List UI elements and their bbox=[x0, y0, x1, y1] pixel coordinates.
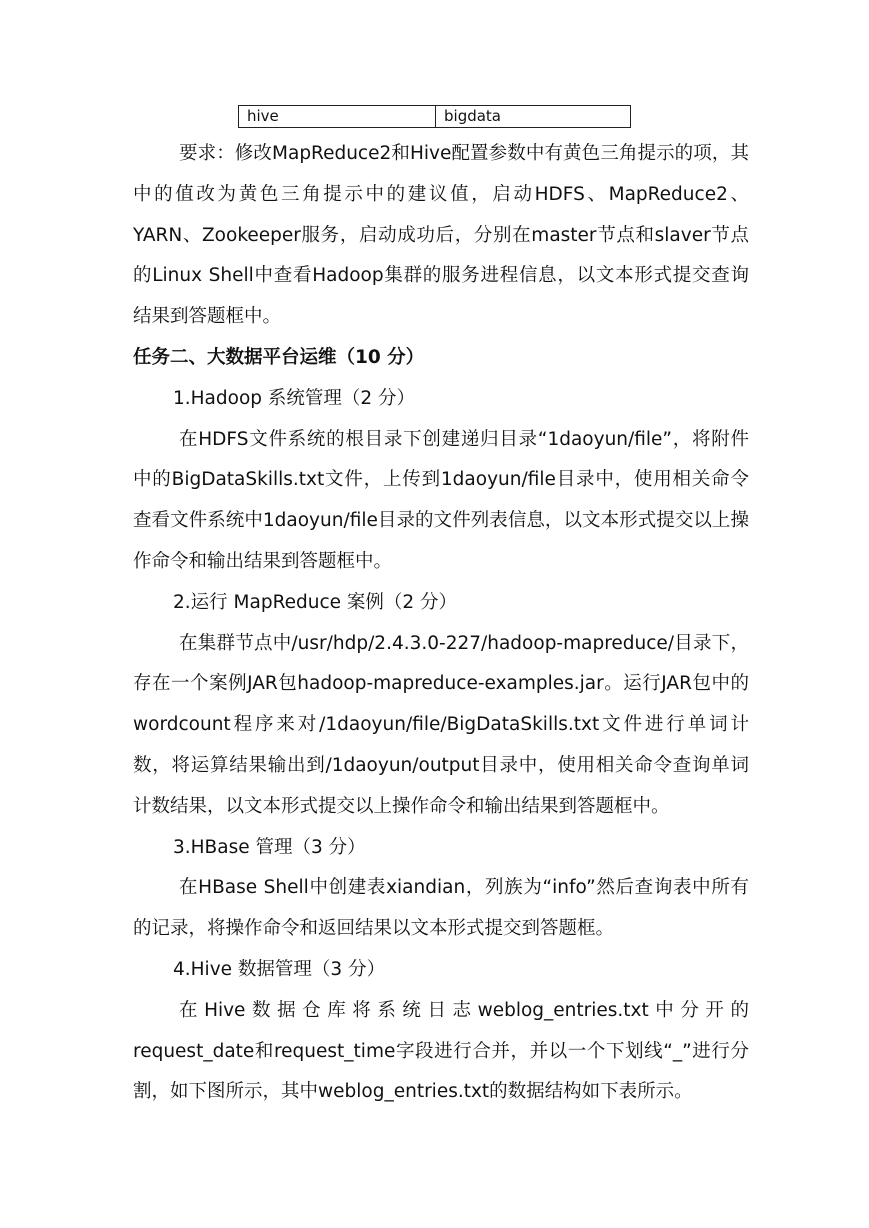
section-body: 在HDFS文件系统的根目录下创建递归目录“1daoyun/file”，将附件中的BigDataSkills.txt文件，上传到1daoyun/file目录中，使用相关命令查看文件系统中1daoyun/file目录的文件列表信息，以文本形式提交以上操作命令和输出结果到答题框中。 bbox=[133, 428, 749, 572]
body-text bbox=[133, 134, 749, 1113]
section-body: 在HBase Shell中创建表xiandian，列族为“info”然后查询表中所有的记录，将操作命令和返回结果以文本形式提交到答题框。 bbox=[133, 877, 749, 940]
section-heading: 3.HBase 管理（3 分） bbox=[173, 836, 366, 858]
table-cell: bigdata bbox=[436, 106, 631, 128]
section-heading: 1.Hadoop 系统管理（2 分） bbox=[173, 387, 416, 409]
section-body: 在集群节点中/usr/hdp/2.4.3.0-227/hadoop-mapreduce/目录下，存在一个案例JAR包hadoop-mapreduce-examples.jar。运行JAR包中的wordcount程序来对/1daoyun/file/BigDataSkills.txt文件进行单词计数，将运算结果输出到/1daoyun/output目录中，使用相关命令查询单词计数结果，以文本形式提交以上操作命令和输出结果到答题框中。 bbox=[133, 632, 749, 817]
task-heading: 任务二、大数据平台运维（10 分） bbox=[133, 346, 425, 368]
table-cell: hive bbox=[239, 106, 436, 128]
section-heading: 2.运行 MapReduce 案例（2 分） bbox=[173, 591, 458, 613]
section-body: 在Hive数据仓库将系统日志weblog_entries.txt中分开的request_date和request_time字段进行合并，并以一个下划线“_”进行分割，如下图所示，其中weblog_entries.txt的数据结构如下表所示。 bbox=[133, 999, 749, 1103]
credentials-table bbox=[238, 105, 631, 128]
requirement-paragraph: 要求：修改MapReduce2和Hive配置参数中有黄色三角提示的项，其中的值改为黄色三角提示中的建议值，启动HDFS、MapReduce2、YARN、Zookeeper服务，启动成功后，分别在master节点和slaver节点的Linux Shell中查看Hadoop集群的服务进程信息，以文本形式提交查询结果到答题框中。 bbox=[133, 143, 749, 328]
section-heading: 4.Hive 数据管理（3 分） bbox=[173, 958, 386, 980]
table-row bbox=[239, 106, 631, 128]
